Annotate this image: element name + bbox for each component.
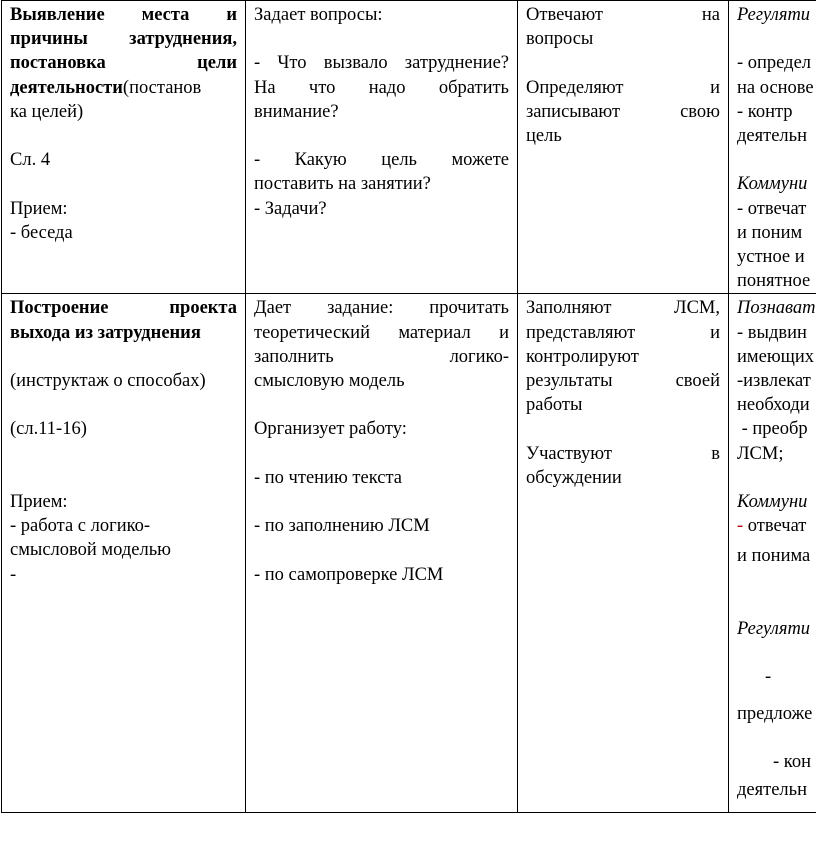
uud-text: - отвечат — [737, 516, 807, 537]
teacher-activity-cell — [246, 294, 518, 813]
teacher-text: - Какую цель можете — [254, 150, 509, 171]
teacher-text: - по самопроверке ЛСМ — [254, 564, 444, 585]
method-item: - беседа — [10, 222, 73, 243]
method-item: - — [10, 564, 17, 585]
uud-cell — [729, 1, 816, 294]
stage-title-line: деятельности(постанов — [10, 77, 202, 98]
student-text: вопросы — [526, 29, 594, 50]
lesson-table — [1, 0, 816, 813]
uud-text: на основе — [737, 77, 814, 98]
uud-text: - определ — [737, 53, 812, 74]
table-row — [2, 1, 816, 294]
stage-cell — [2, 1, 246, 294]
student-text: записывают свою — [526, 101, 720, 122]
slide-reference: Сл. 4 — [10, 150, 51, 171]
uud-text: и понима — [737, 546, 811, 567]
uud-text: деятельн — [737, 780, 807, 801]
student-activity-cell — [518, 1, 729, 294]
student-text: результаты своей — [526, 371, 720, 392]
method-item: - работа с логико- — [10, 516, 151, 537]
uud-text: понятное — [737, 271, 811, 292]
uud-text: - кон — [773, 752, 811, 772]
teacher-text: - по чтению текста — [254, 467, 402, 488]
uud-text: ЛСМ; — [737, 443, 784, 464]
uud-text: - выдвин — [737, 322, 807, 343]
uud-heading: Регуляти — [737, 619, 811, 640]
student-text: Участвуют в — [526, 443, 720, 464]
uud-text: - контр — [737, 101, 793, 122]
teacher-text: Дает задание: прочитать — [254, 298, 509, 319]
uud-heading: Познават — [737, 298, 816, 319]
stage-note: (инструктаж о способах) — [10, 371, 206, 391]
uud-text: деятельн — [737, 126, 807, 146]
uud-text: и поним — [737, 222, 803, 243]
student-text: Определяют и — [526, 77, 720, 98]
uud-text: - преобр — [737, 419, 808, 440]
teacher-text: теоретический материал и — [254, 322, 509, 343]
stage-title-line: постановка цели — [10, 53, 237, 74]
uud-heading: Коммуни — [737, 492, 808, 513]
stage-title-line: ка целей) — [10, 101, 84, 122]
uud-text: устное и — [737, 247, 805, 267]
slide-reference: (сл.11-16) — [10, 419, 87, 440]
student-text: контролируют — [526, 346, 639, 367]
teacher-text: - Что вызвало затруднение? — [254, 53, 509, 74]
teacher-text: поставить на занятии? — [254, 174, 431, 195]
uud-text: - — [765, 667, 772, 688]
teacher-text: внимание? — [254, 101, 339, 122]
uud-cell — [729, 294, 816, 813]
student-text: работы — [526, 395, 583, 416]
table-row — [2, 294, 816, 813]
student-text: Заполняют ЛСМ, — [526, 298, 720, 319]
student-activity-cell — [518, 294, 729, 813]
stage-title-line: Выявление места и — [10, 5, 237, 25]
teacher-text: Задает вопросы: — [254, 5, 383, 25]
student-text: Отвечают на — [526, 5, 720, 25]
uud-text: - отвечат — [737, 198, 807, 219]
teacher-text: - по заполнению ЛСМ — [254, 516, 430, 537]
uud-text: предложе — [737, 703, 813, 724]
uud-text: необходи — [737, 395, 810, 416]
method-label: Прием: — [10, 491, 68, 512]
stage-title-line: причины затруднения, — [10, 29, 237, 50]
teacher-text: На что надо обратить — [254, 77, 509, 98]
stage-title-line: Построение проекта — [10, 298, 237, 319]
uud-heading: Регуляти — [737, 5, 811, 25]
uud-heading: Коммуни — [737, 174, 808, 195]
method-label: Прием: — [10, 198, 68, 219]
teacher-activity-cell — [246, 1, 518, 294]
student-text: представляют и — [526, 322, 720, 343]
teacher-text: Организует работу: — [254, 419, 407, 440]
method-item: смысловой моделью — [10, 540, 171, 561]
student-text: цель — [526, 126, 562, 146]
stage-cell — [2, 294, 246, 813]
uud-text: -извлекат — [737, 371, 811, 392]
student-text: обсуждении — [526, 467, 622, 488]
teacher-text: - Задачи? — [254, 198, 327, 219]
teacher-text: заполнить логико- — [254, 346, 509, 367]
uud-text: имеющих — [737, 346, 815, 367]
teacher-text: смысловую модель — [254, 371, 405, 392]
stage-title-line: выхода из затруднения — [10, 322, 201, 343]
